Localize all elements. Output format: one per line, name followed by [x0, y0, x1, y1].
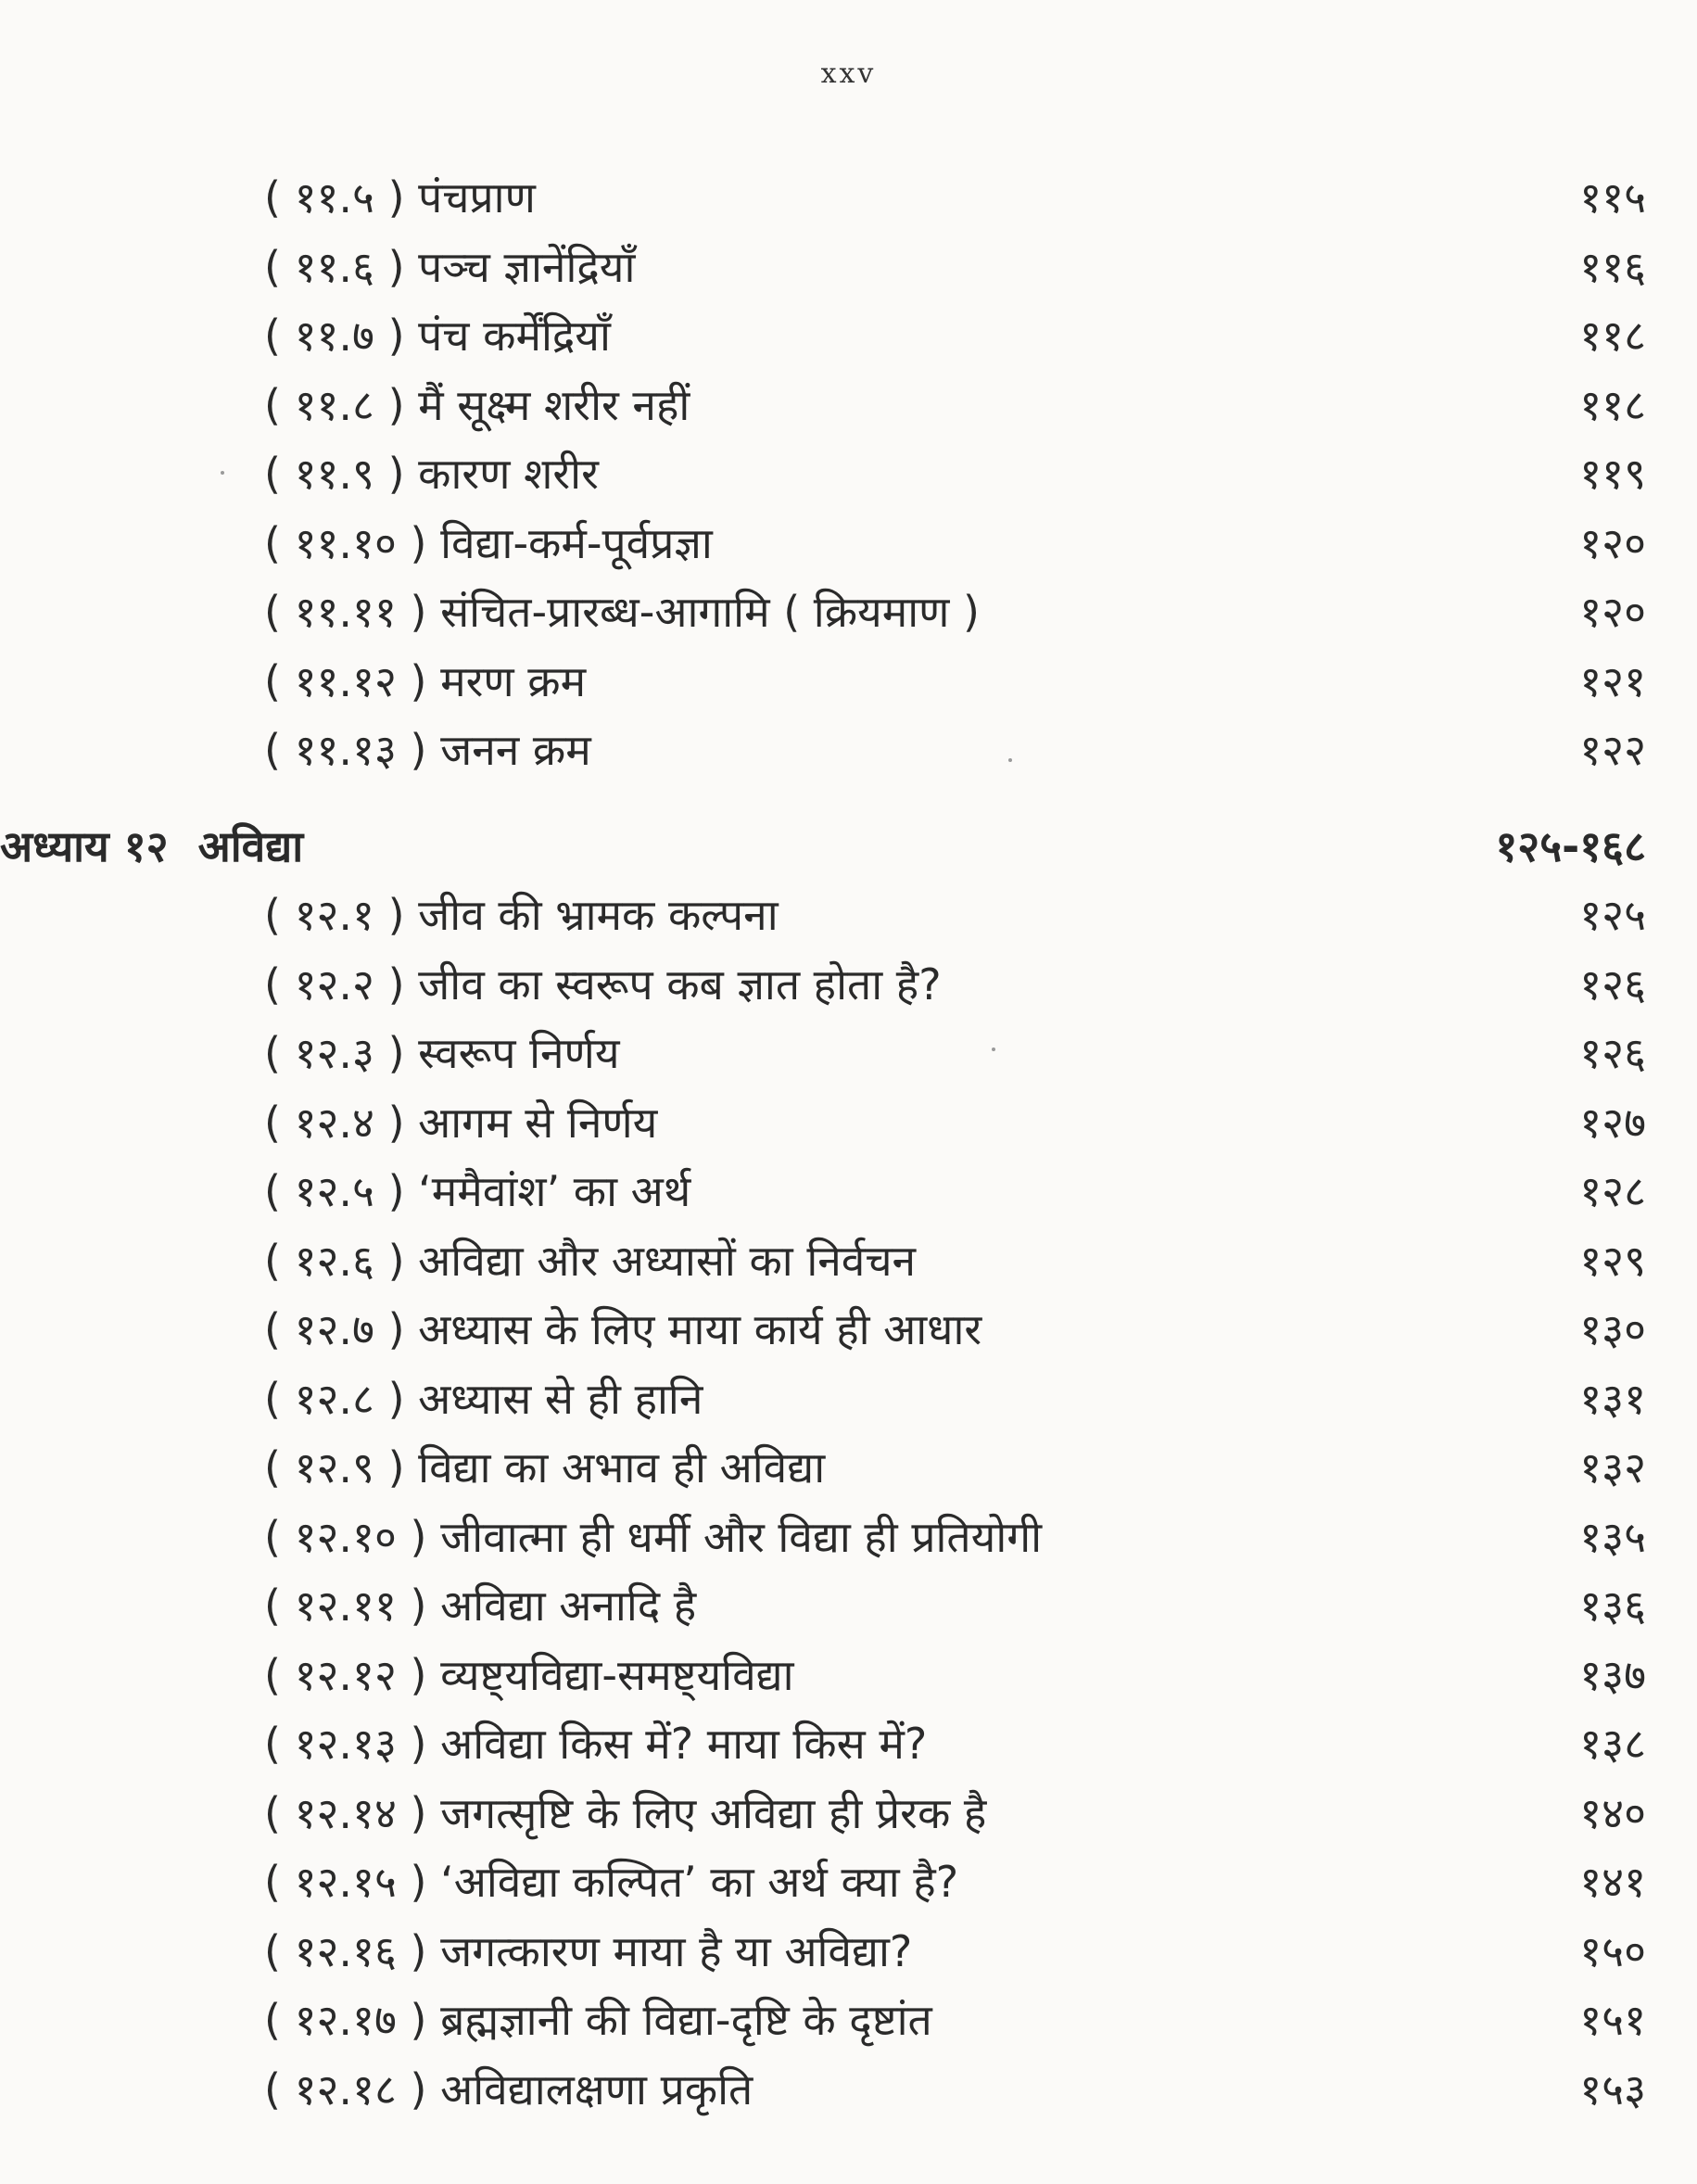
- page-reference: १२६: [1579, 1028, 1646, 1078]
- toc-entry: [0, 1157, 1697, 1226]
- section-title: आगम से निर्णय: [418, 1097, 658, 1148]
- section-title: अविद्या किस में? माया किस में?: [440, 1719, 928, 1769]
- toc-entry: [0, 371, 1697, 440]
- page-reference: १५३: [1579, 2063, 1646, 2114]
- page-reference: ११८: [1579, 379, 1646, 430]
- toc-entry: [0, 439, 1697, 509]
- page-reference: १५०: [1579, 1925, 1646, 1976]
- section-title: अविद्यालक्षणा प्रकृति: [440, 2063, 754, 2114]
- toc-entry: [0, 1848, 1697, 1917]
- toc-entry: [0, 1019, 1697, 1088]
- page-reference: १४०: [1579, 1787, 1646, 1838]
- page-reference: १२५: [1579, 890, 1646, 940]
- section-title: व्यष्ट्यविद्या-समष्ट्यविद्या: [440, 1649, 794, 1700]
- toc-entry: [0, 1641, 1697, 1710]
- section-title: स्वरूप निर्णय: [418, 1028, 620, 1078]
- section-number: ( ११.८ ) मैं सूक्ष्म शरीर नहीं: [264, 379, 690, 430]
- section-title: अध्यास के लिए माया कार्य ही आधार: [418, 1304, 982, 1354]
- toc-entry: [0, 509, 1697, 578]
- page-reference: १२९: [1579, 1235, 1646, 1286]
- section-number: ( १२.४ ) आगम से निर्णय: [264, 1097, 658, 1148]
- toc-entry: [0, 1295, 1697, 1365]
- paper-speck: [221, 471, 224, 475]
- toc-entry: [0, 1503, 1697, 1572]
- section-title: पञ्च ज्ञानेंद्रियाँ: [418, 241, 636, 292]
- section-number: ( १२.१४ ) जगत्सृष्टि के लिए अविद्या ही प्रेरक है: [264, 1787, 987, 1838]
- table-of-contents: [0, 163, 1697, 2124]
- section-number: ( १२.२ ) जीव का स्वरूप कब ज्ञात होता है?: [264, 959, 942, 1009]
- page-reference: १५१: [1579, 1995, 1646, 2045]
- page-reference: १३८: [1579, 1719, 1646, 1769]
- toc-entry: [0, 1986, 1697, 2055]
- toc-entry: [0, 950, 1697, 1020]
- section-number: ( १२.१ ) जीव की भ्रामक कल्पना: [264, 890, 779, 940]
- page-reference: १४१: [1579, 1857, 1646, 1907]
- section-number: ( ११.६ ) पञ्च ज्ञानेंद्रियाँ: [264, 241, 636, 292]
- page-reference: १३१: [1579, 1373, 1646, 1424]
- toc-entry: [0, 1365, 1697, 1434]
- section-title: संचित-प्रारब्ध-आगामि ( क्रियमाण ): [440, 587, 980, 637]
- page-reference: ११५: [1579, 172, 1646, 222]
- section-title: पंचप्राण: [418, 172, 536, 222]
- page-reference: १३५: [1579, 1511, 1646, 1562]
- section-number: ( १२.१७ ) ब्रह्मज्ञानी की विद्या-दृष्टि के दृष्टांत: [264, 1995, 932, 2045]
- section-title: अध्यास से ही हानि: [418, 1373, 703, 1424]
- section-title: अविद्या और अध्यासों का निर्वचन: [418, 1235, 917, 1286]
- section-title: अविद्या अनादि है: [440, 1581, 697, 1631]
- section-title: जगत्सृष्टि के लिए अविद्या ही प्रेरक है: [440, 1787, 987, 1838]
- toc-entry: [0, 881, 1697, 950]
- section-number: ( १२.१६ ) जगत्कारण माया है या अविद्या?: [264, 1925, 913, 1976]
- section-title: कारण शरीर: [418, 449, 599, 499]
- toc-entry: [0, 2055, 1697, 2125]
- section-title: जीव की भ्रामक कल्पना: [418, 890, 779, 940]
- page-reference: १२७: [1579, 1097, 1646, 1148]
- section-title: मैं सूक्ष्म शरीर नहीं: [418, 379, 690, 430]
- page-reference: ११६: [1579, 241, 1646, 292]
- page-reference: १२०: [1579, 587, 1646, 637]
- toc-entry: [0, 233, 1697, 302]
- toc-entry: [0, 1709, 1697, 1779]
- page-reference: १३६: [1579, 1581, 1646, 1631]
- toc-entry: [0, 647, 1697, 717]
- page-reference: १२२: [1579, 725, 1646, 775]
- section-title: मरण क्रम: [440, 655, 587, 706]
- section-number: ( १२.१२ ) व्यष्ट्यविद्या-समष्ट्यविद्या: [264, 1649, 794, 1700]
- section-number: ( १२.७ ) अध्यास के लिए माया कार्य ही आधार: [264, 1304, 982, 1354]
- toc-entry: [0, 578, 1697, 647]
- toc-entry: [0, 1571, 1697, 1641]
- section-number: ( ११.५ ) पंचप्राण: [264, 172, 536, 222]
- section-title: विद्या का अभाव ही अविद्या: [418, 1442, 826, 1492]
- section-number: ( ११.९ ) कारण शरीर: [264, 449, 599, 499]
- section-number: ( १२.५ ) ‘ममैवांश’ का अर्थ: [264, 1166, 691, 1216]
- section-title: विद्या-कर्म-पूर्वप्रज्ञा: [440, 517, 713, 568]
- section-title: जीवात्मा ही धर्मी और विद्या ही प्रतियोगी: [440, 1511, 1043, 1562]
- toc-entry: [0, 1433, 1697, 1503]
- section-number: ( ११.११ ) संचित-प्रारब्ध-आगामि ( क्रियमाण ): [264, 587, 980, 637]
- chapter-title: अविद्या: [197, 820, 304, 871]
- paper-speck: [1008, 758, 1012, 762]
- section-number: ( ११.७ ) पंच कर्मेंद्रियाँ: [264, 311, 611, 361]
- section-title: ‘अविद्या कल्पित’ का अर्थ क्या है?: [440, 1857, 959, 1907]
- toc-entry: [0, 1226, 1697, 1296]
- toc-entry: [0, 1779, 1697, 1848]
- chapter-page-range: १२५-१६८: [1495, 820, 1646, 871]
- page-reference: १३७: [1579, 1649, 1646, 1700]
- page-reference: १२८: [1579, 1166, 1646, 1216]
- page-reference: ११९: [1579, 449, 1646, 499]
- page-reference: १२६: [1579, 959, 1646, 1009]
- page-reference: १३२: [1579, 1442, 1646, 1492]
- section-title: पंच कर्मेंद्रियाँ: [418, 311, 611, 361]
- page-number: xxv: [820, 57, 877, 90]
- chapter-heading: [0, 812, 1697, 882]
- chapter-number: अध्याय १२ अविद्या: [0, 820, 304, 871]
- section-number: ( १२.१० ) जीवात्मा ही धर्मी और विद्या ही प्रतियोगी: [264, 1511, 1043, 1562]
- section-number: ( ११.१० ) विद्या-कर्म-पूर्वप्रज्ञा: [264, 517, 713, 568]
- page-reference: १२१: [1579, 655, 1646, 706]
- paper-speck: [992, 1048, 995, 1051]
- page-reference: १२०: [1579, 517, 1646, 568]
- section-title: जनन क्रम: [440, 725, 591, 775]
- toc-entry: [0, 1917, 1697, 1987]
- section-title: ‘ममैवांश’ का अर्थ: [418, 1166, 691, 1216]
- section-number: ( १२.१३ ) अविद्या किस में? माया किस में?: [264, 1719, 928, 1769]
- section-title: जीव का स्वरूप कब ज्ञात होता है?: [418, 959, 942, 1009]
- toc-entry: [0, 1088, 1697, 1158]
- section-number: ( १२.६ ) अविद्या और अध्यासों का निर्वचन: [264, 1235, 917, 1286]
- section-number: ( १२.३ ) स्वरूप निर्णय: [264, 1028, 620, 1078]
- toc-entry: [0, 716, 1697, 785]
- section-title: ब्रह्मज्ञानी की विद्या-दृष्टि के दृष्टांत: [440, 1995, 932, 2045]
- toc-entry: [0, 301, 1697, 371]
- section-number: ( ११.१२ ) मरण क्रम: [264, 655, 587, 706]
- section-number: ( १२.९ ) विद्या का अभाव ही अविद्या: [264, 1442, 826, 1492]
- page-reference: १३०: [1579, 1304, 1646, 1354]
- section-title: जगत्कारण माया है या अविद्या?: [440, 1925, 913, 1976]
- section-number: ( १२.१८ ) अविद्यालक्षणा प्रकृति: [264, 2063, 754, 2114]
- section-number: ( १२.८ ) अध्यास से ही हानि: [264, 1373, 703, 1424]
- section-number: ( १२.११ ) अविद्या अनादि है: [264, 1581, 697, 1631]
- page-reference: ११८: [1579, 311, 1646, 361]
- section-number: ( १२.१५ ) ‘अविद्या कल्पित’ का अर्थ क्या है?: [264, 1857, 959, 1907]
- section-number: ( ११.१३ ) जनन क्रम: [264, 725, 591, 775]
- toc-entry: [0, 163, 1697, 233]
